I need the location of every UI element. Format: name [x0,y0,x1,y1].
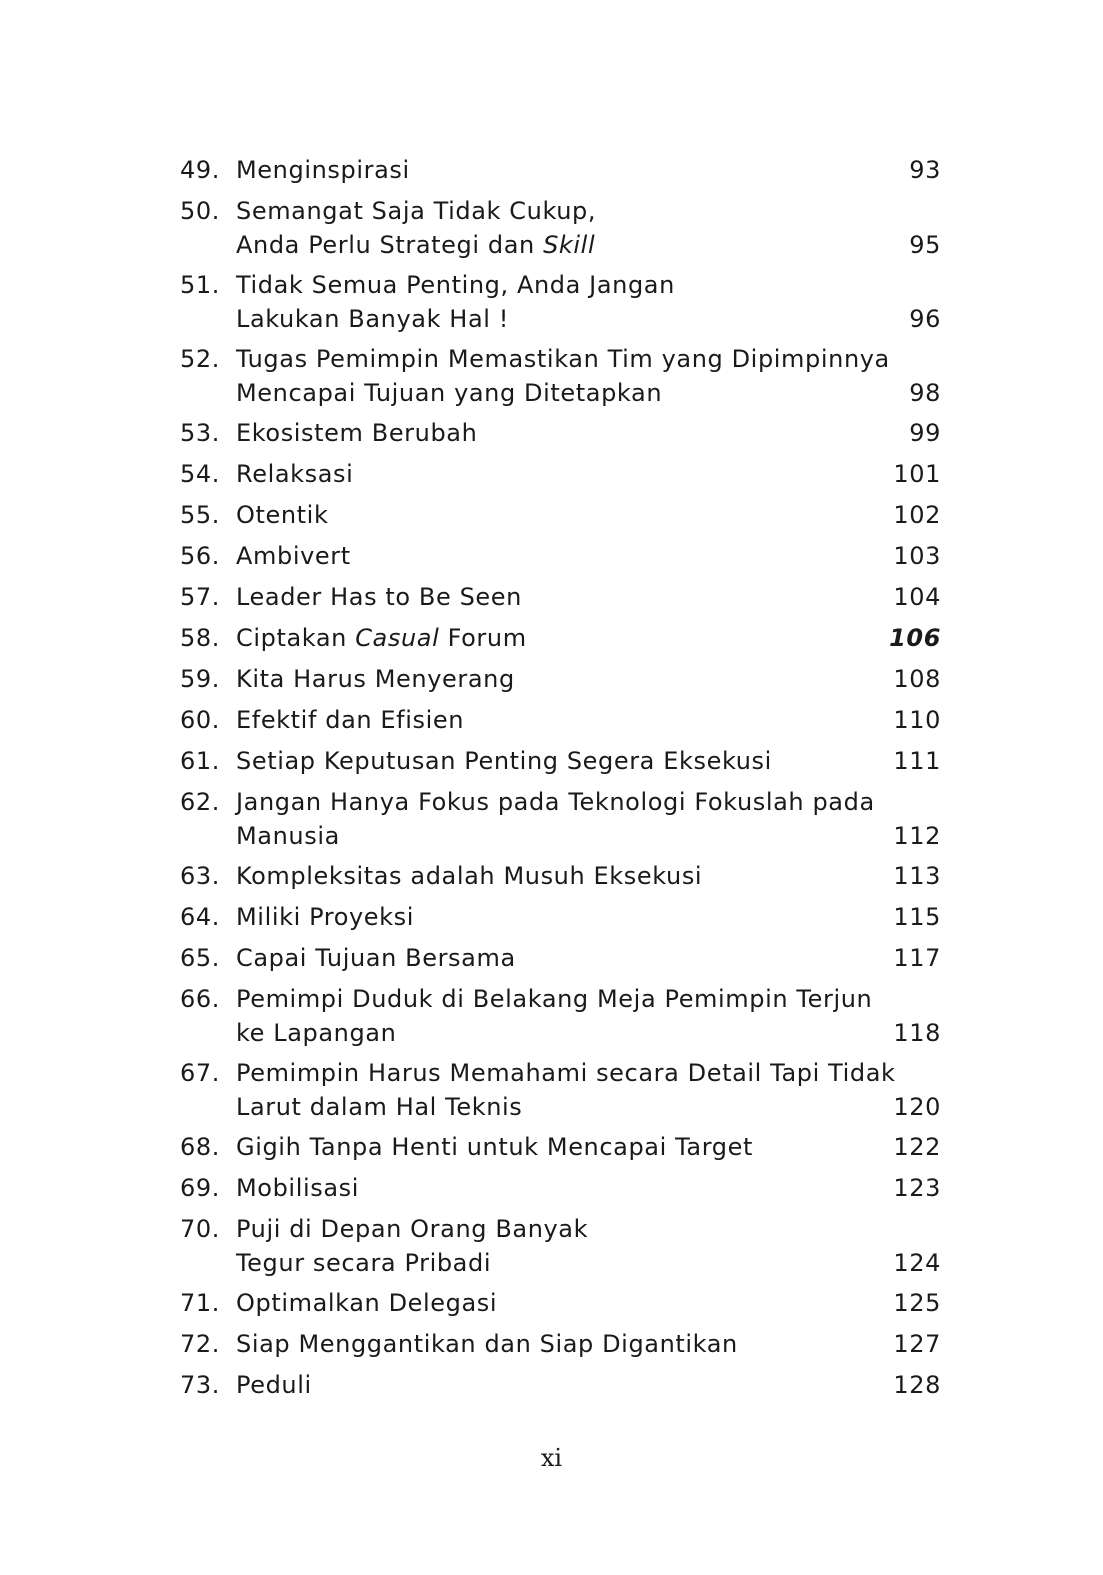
entry-page-number: 111 [893,747,941,775]
entry-title [236,539,906,573]
entry-number: 68. [180,1133,220,1161]
entry-title-line: Semangat Saja Tidak Cukup, [236,197,597,225]
entry-title-line: Setiap Keputusan Penting Segera Eksekusi [236,747,772,775]
entry-number: 53. [180,419,220,447]
entry-title-text: Ciptakan [236,624,356,652]
toc-entry[interactable] [0,1130,1103,1164]
entry-number: 56. [180,542,220,570]
entry-title-line: Mobilisasi [236,1174,360,1202]
entry-title-line: Tugas Pemimpin Memastikan Tim yang Dipimpinnya [236,345,890,373]
toc-entry[interactable] [0,342,1103,410]
toc-entry[interactable] [0,539,1103,573]
toc-entry[interactable] [0,900,1103,934]
entry-number: 61. [180,747,220,775]
entry-title-line: Kompleksitas adalah Musuh Eksekusi [236,862,703,890]
toc-entry[interactable] [0,941,1103,975]
toc-entry[interactable] [0,416,1103,450]
entry-number: 69. [180,1174,220,1202]
entry-title [236,1286,906,1320]
entry-page-number: 108 [893,665,941,693]
entry-page-number: 124 [893,1249,941,1277]
entry-page-number: 123 [893,1174,941,1202]
toc-entry[interactable] [0,703,1103,737]
entry-page-number: 99 [909,419,941,447]
toc-entry[interactable] [0,982,1103,1050]
entry-title [236,153,906,187]
entry-number: 67. [180,1059,220,1087]
entry-title-line: Ekosistem Berubah [236,419,478,447]
entry-title-text: Forum [439,624,527,652]
entry-number: 60. [180,706,220,734]
entry-title [236,703,906,737]
entry-title [236,457,906,491]
entry-title-line: Jangan Hanya Fokus pada Teknologi Fokuslah pada [236,788,875,816]
entry-title [236,194,906,262]
page-folio: xi [540,1444,563,1472]
entry-number: 49. [180,156,220,184]
toc-entry[interactable] [0,1171,1103,1205]
entry-title-line: Efektif dan Efisien [236,706,465,734]
entry-title [236,900,906,934]
entry-title [236,1327,906,1361]
entry-page-number: 115 [893,903,941,931]
toc-entry[interactable] [0,662,1103,696]
entry-number: 64. [180,903,220,931]
entry-page-number: 93 [909,156,941,184]
entry-title [236,342,906,410]
entry-number: 59. [180,665,220,693]
entry-title-italic: Casual [355,624,440,652]
toc-entry[interactable] [0,580,1103,614]
entry-page-number: 113 [893,862,941,890]
entry-title-line: Tegur secara Pribadi [236,1249,492,1277]
entry-title-line: Puji di Depan Orang Banyak [236,1215,589,1243]
entry-title [236,268,906,336]
toc-entry[interactable] [0,621,1103,655]
entry-number: 72. [180,1330,220,1358]
entry-title-line: Lakukan Banyak Hal ! [236,305,509,333]
entry-number: 73. [180,1371,220,1399]
toc-entry[interactable] [0,1056,1103,1124]
entry-number: 71. [180,1289,220,1317]
toc-entry[interactable] [0,457,1103,491]
entry-page-number: 122 [893,1133,941,1161]
entry-title [236,859,906,893]
entry-title-line: Mencapai Tujuan yang Ditetapkan [236,379,663,407]
entry-title-line: Capai Tujuan Bersama [236,944,516,972]
entry-title-line: Optimalkan Delegasi [236,1289,498,1317]
table-of-contents [0,153,1103,1409]
entry-title-line: Tidak Semua Penting, Anda Jangan [236,271,675,299]
toc-entry[interactable] [0,1212,1103,1280]
entry-title-line: Relaksasi [236,460,354,488]
toc-entry[interactable] [0,1286,1103,1320]
toc-entry[interactable] [0,153,1103,187]
entry-number: 52. [180,345,220,373]
entry-title-line: Pemimpi Duduk di Belakang Meja Pemimpin Terjun [236,985,873,1013]
entry-title-line: Ambivert [236,542,351,570]
entry-title-line: Manusia [236,822,340,850]
entry-page-number: 110 [893,706,941,734]
entry-page-number: 96 [909,305,941,333]
entry-title-line: Gigih Tanpa Henti untuk Mencapai Target [236,1133,753,1161]
entry-page-number: 106 [889,624,941,652]
toc-entry[interactable] [0,1368,1103,1402]
entry-number: 65. [180,944,220,972]
entry-title [236,941,906,975]
toc-entry[interactable] [0,498,1103,532]
entry-title [236,785,906,853]
entry-number: 55. [180,501,220,529]
entry-title-line: Siap Menggantikan dan Siap Digantikan [236,1330,738,1358]
entry-title-text: Anda Perlu Strategi dan [236,231,544,259]
entry-page-number: 120 [893,1093,941,1121]
toc-entry[interactable] [0,785,1103,853]
entry-number: 51. [180,271,220,299]
entry-page-number: 95 [909,231,941,259]
entry-number: 66. [180,985,220,1013]
entry-page-number: 112 [893,822,941,850]
entry-title-line [236,621,906,655]
entry-title [236,621,906,655]
entry-page-number: 102 [893,501,941,529]
entry-page-number: 118 [893,1019,941,1047]
entry-title [236,1171,906,1205]
entry-title [236,498,906,532]
entry-page-number: 103 [893,542,941,570]
entry-title-line: Kita Harus Menyerang [236,665,515,693]
entry-number: 58. [180,624,220,652]
entry-title [236,1368,906,1402]
entry-title-line: Pemimpin Harus Memahami secara Detail Tapi Tidak [236,1059,896,1087]
entry-page-number: 128 [893,1371,941,1399]
entry-title-line: Menginspirasi [236,156,410,184]
toc-entry[interactable] [0,859,1103,893]
entry-title [236,744,906,778]
entry-title [236,1212,906,1280]
toc-entry[interactable] [0,194,1103,262]
entry-number: 54. [180,460,220,488]
entry-page-number: 101 [893,460,941,488]
entry-title [236,580,906,614]
entry-title-italic: Skill [543,231,596,259]
entry-title [236,1130,906,1164]
entry-number: 57. [180,583,220,611]
entry-page-number: 127 [893,1330,941,1358]
entry-title-line: ke Lapangan [236,1019,397,1047]
entry-title-line: Peduli [236,1371,312,1399]
entry-title [236,416,906,450]
entry-title-line: Miliki Proyeksi [236,903,415,931]
entry-number: 70. [180,1215,220,1243]
entry-page-number: 98 [909,379,941,407]
entry-number: 63. [180,862,220,890]
entry-number: 62. [180,788,220,816]
entry-page-number: 117 [893,944,941,972]
entry-page-number: 104 [893,583,941,611]
entry-title-line [236,228,906,262]
entry-title-line: Otentik [236,501,329,529]
toc-entry[interactable] [0,744,1103,778]
entry-title-line: Larut dalam Hal Teknis [236,1093,523,1121]
entry-title [236,662,906,696]
entry-title-line: Leader Has to Be Seen [236,583,522,611]
toc-entry[interactable] [0,268,1103,336]
entry-title [236,982,906,1050]
entry-number: 50. [180,197,220,225]
entry-page-number: 125 [893,1289,941,1317]
entry-title [236,1056,906,1124]
toc-entry[interactable] [0,1327,1103,1361]
